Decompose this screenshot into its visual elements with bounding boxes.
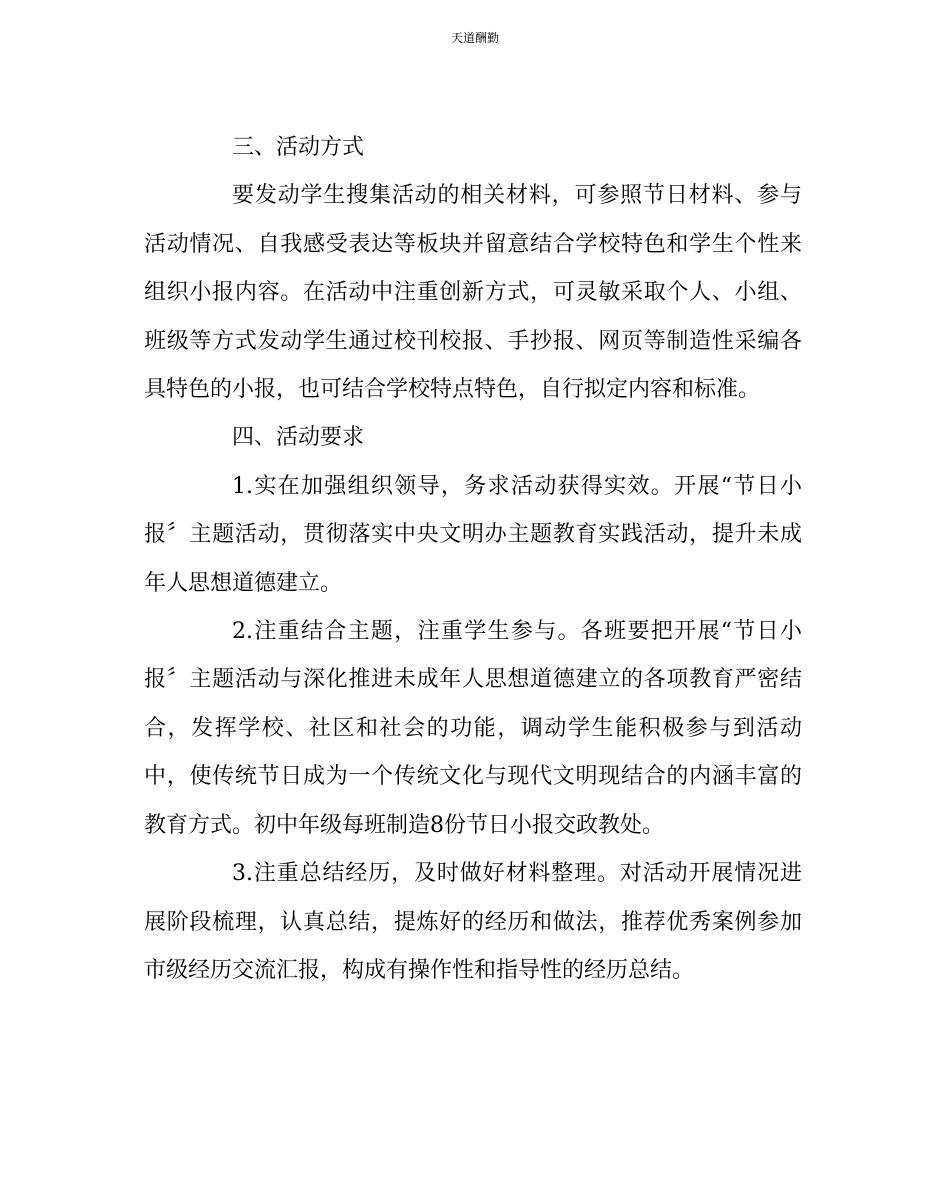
page-header: 天道酬勤 xyxy=(450,31,499,45)
section-heading-activity-method: 三、活动方式 xyxy=(232,135,365,160)
paragraph-requirement-1: 1.实在加强组织领导，务求活动获得实效。开展“节日小报〞主题活动，贯彻落实中央文明办主题教育实践活动，提升未成年人思想道德建立。 xyxy=(144,473,802,596)
paragraph-activity-method: 要发动学生搜集活动的相关材料，可参照节日材料、参与活动情况、自我感受表达等板块并留意结合学校特色和学生个性来组织小报内容。在活动中注重创新方式，可灵敏采取个人、小组、班级等方式发动学生通过校刊校报、手抄报、网页等制造性采编各具特色的小报，也可结合学校特点特色，自行拟定内容和标准。 xyxy=(144,183,802,403)
paragraph-requirement-2: 2.注重结合主题，注重学生参与。各班要把开展“节日小报〞主题活动与深化推进未成年人思想道德建立的各项教育严密结合，发挥学校、社区和社会的功能，调动学生能积极参与到活动中，使传统节日成为一个传统文化与现代文明现结合的内涵丰富的教育方式。初中年级每班制造8份节日小报交政教处。 xyxy=(144,619,802,838)
section-heading-activity-requirements: 四、活动要求 xyxy=(232,425,365,451)
paragraph-requirement-3: 3.注重总结经历，及时做好材料整理。对活动开展情况进展阶段梳理，认真总结，提炼好的经历和做法，推荐优秀案例参加市级经历交流汇报，构成有操作性和指导性的经历总结。 xyxy=(144,861,802,983)
document-body xyxy=(144,124,802,995)
